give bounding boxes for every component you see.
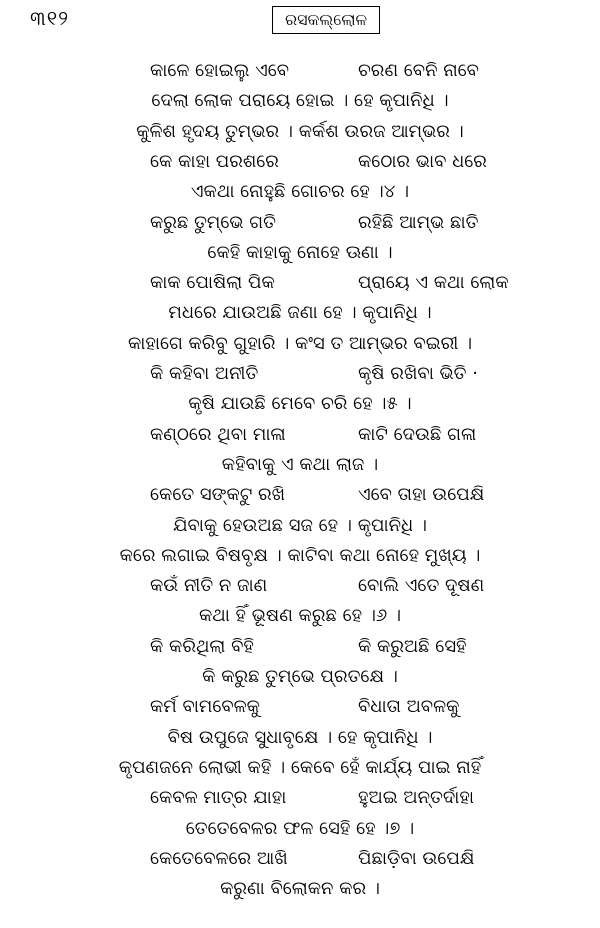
verse-line (0, 268, 600, 298)
verse-line-right: କୃଷି ରଖିବା ଭିତି · (358, 363, 478, 384)
verse-line-right: ହୁଅଇ ଅନ୍ତର୍ଦାହା (358, 787, 474, 809)
verse-line-right: ବିଧାତା ଅବଳକୁ (358, 696, 460, 718)
verse-line-left: କଉଁ ନୀତି ନ ଜାଣ (150, 575, 268, 597)
verse-line (0, 844, 600, 874)
verse-line: ଦେଲା ଲୋକ ପରାୟେ ହୋଇ । ହେ କୃପାନିଧି । (151, 90, 449, 112)
verse-line: କହିବାକୁ ଏ କଥା ଲାଜ । (221, 453, 379, 475)
verse-line (0, 692, 600, 722)
verse-line-left: କି କହିବା ଅନୀତି (150, 363, 259, 384)
verse-line-left: କେ କାହା ପରଶରେ (150, 150, 279, 172)
verse-line-right: ପିଛାଡ଼ିବା ଉପେକ୍ଷି (358, 847, 475, 869)
verse-line-left: କାଳେ ହୋଇଲୁ ଏବେ (150, 60, 290, 81)
verse-line: କୃଷି ଯାଉଛି ମେବେ ଚରି ହେ ।୫ । (188, 393, 412, 415)
verse-line (0, 632, 600, 662)
verse-line-left: କଣ୍ଠରେ ଥିବା ମାଳା (150, 423, 286, 445)
verse-line: ମଧରେ ଯାଉଅଛି ଜଣା ହେ । କୃପାନିଧି । (168, 302, 432, 324)
verse-line-right: ଚରଣ ବେନି ନାବେ (358, 60, 479, 81)
verse-line-right: ଏବେ ତାହା ଉପେକ୍ଷି (358, 484, 485, 506)
verse-line: କରୁଣା ବିଲୋକନ କର । (220, 878, 380, 900)
verse-line: କରେ ଲଗାଇ ବିଷବୃକ୍ଷ । କାଟିବା କଥା ନୋହେ ମୁଖ୍ୟ । (119, 544, 481, 566)
verse-line (0, 571, 600, 601)
verse-line (0, 359, 600, 389)
verse-line-right: କଠୋର ଭାବ ଧରେ (358, 150, 487, 172)
verse-line: କୁଳିଶ ହୃଦୟ ତୁମ୍ଭର । କର୍କଶ ଉରଜ ଆମ୍ଭର । (136, 120, 464, 142)
verse-line (0, 56, 600, 86)
verse-line (0, 420, 600, 450)
verse-line-left: କର୍ମ ବାମବେଳକୁ (150, 696, 260, 718)
verse-line (0, 480, 600, 510)
verse-line-left: କାକ ପୋଷିଲା ପିକ (150, 272, 275, 294)
verse-line: ବିଷ ଉପୁଜେ ସୁଧାବୃକ୍ଷେ । ହେ କୃପାନିଧି । (167, 726, 433, 748)
verse-line-left: କେବଳ ମାତ୍ର ଯାହା (150, 787, 287, 809)
verse-line (0, 147, 600, 177)
verse-line-left: କରୁଛ ତୁମ୍ଭେ ଗତି (150, 211, 276, 233)
verse-line: କେହି କାହାକୁ ନୋହେ ଊଣା । (207, 241, 393, 263)
verse-line: ତେତେବେଳର ଫଳ ସେହି ହେ ।୭ । (185, 817, 415, 839)
verse-line-right: କାଟି ଦେଉଛି ଗଳା (358, 423, 477, 445)
verse-line-right: ପ୍ରାୟେ ଏ କଥା ଲୋକ (358, 272, 509, 294)
verse-line: କୃପଣଜନେ ଲୋଭୀ କହି । କେବେ ହେଁ କାର୍ଯ୍ୟ ପାଇ ନାହିଁ (118, 756, 482, 778)
verse-line-right: କି କରୁଅଛି ସେହି (358, 635, 467, 657)
verse-line-right: ବୋଲି ଏତେ ଦୂଷଣ (358, 575, 485, 597)
verse-line: କି କରୁଛ ତୁମ୍ଭେ ପ୍ରତକ୍ଷେ । (202, 666, 398, 687)
verse-line-right: ରହିଛି ଆମ୍ଭ ଛାତି (358, 211, 479, 233)
verse-line: କଥା ହିଁ ଭୂଷଣ କରୁଛ ହେ ।୬ । (198, 605, 402, 627)
verse-line: କାହାଗେ କରିବୁ ଗୁହାରି । କଂସ ତ ଆମ୍ଭର ବଇରୀ । (127, 332, 473, 354)
verse-line-left: କେତେବେଳରେ ଆଖି (150, 847, 288, 869)
verse-line: ଏକଥା ନୋହୁଛି ଗୋଚର ହେ ।୪ । (190, 181, 410, 203)
verse-line-left: କି କରିଥିଲା ବିହି (150, 635, 254, 657)
verse-line-left: କେତେ ସଙ୍କଟୁ ରଖି (150, 484, 286, 506)
verse-line (0, 208, 600, 238)
page-number: ୩୧୨ (30, 6, 70, 30)
verse-line: ଯିବାକୁ ହେଉଅଛ ସଜ ହେ । କୃପାନିଧି । (172, 514, 428, 536)
running-head: ରସକଲ୍ଲୋଳ (272, 6, 380, 34)
verse-line (0, 783, 600, 813)
